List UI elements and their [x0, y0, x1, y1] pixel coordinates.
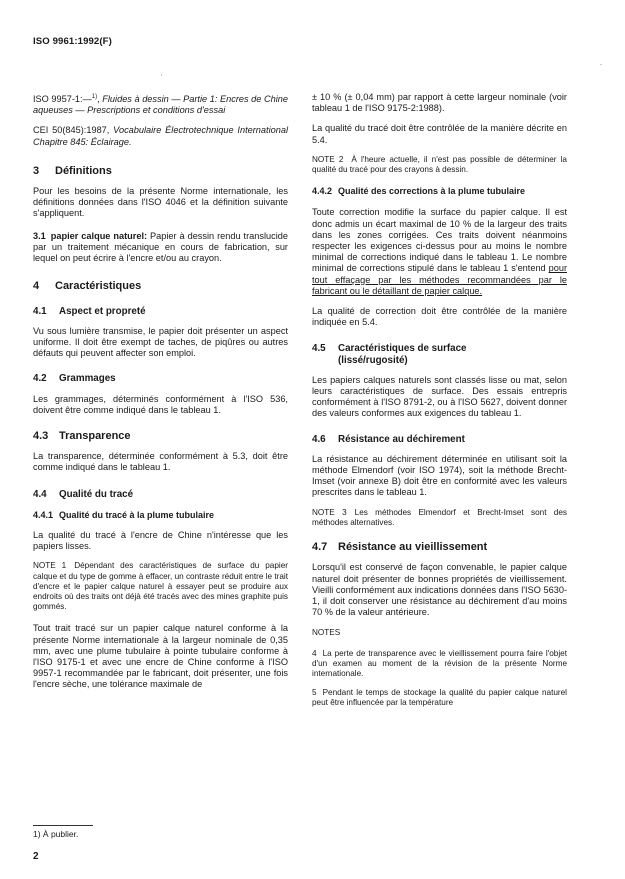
note-5: 5 Pendant le temps de stockage la qualité du papier calque naturel peut être influencée par la température [312, 688, 567, 708]
reference-iso-9957-1: ISO 9957-1:—$^{1)}$, Fluides à dessin — Partie 1: Encres de Chine aqueuses — Prescriptions et conditions d'essai [33, 94, 289, 116]
section-3-text: Pour les besoins de la présente Norme internationale, les définitions données dans l'ISO 4046 et la définition suivante s'appliquent. [33, 186, 288, 219]
note-3: NOTE 3 Les méthodes Elmendorf et Brecht-Imset sont des méthodes alternatives. [312, 507, 567, 527]
footnote-rule [33, 825, 93, 826]
definition-3-1: 3.1 papier calque naturel: Papier à dessin rendu translucide par un traitement mécanique en cours de fabrication, sur lequel on peut écrire à l'encre et/ou au crayon. [33, 230, 288, 264]
section-4-4-2-heading: 4.4.2 Qualité des corrections à la plume tubulaire [312, 186, 526, 197]
note-2: NOTE 2 À l'heure actuelle, il n'est pas possible de déterminer la qualité du tracé pour des crayons à dessin. [312, 154, 567, 175]
tolerance-text: ± 10 % (± 0,04 mm) par rapport à cette largeur nominale (voir tableau 1 de l'ISO 9175-2:1988). [312, 92, 567, 114]
note-4: 4 La perte de transparence avec le vieillissement pourra faire l'objet d'un examen au moment de la révision de la présente Norme internationale. [312, 648, 567, 678]
section-4-4-1-text: La qualité du tracé à l'encre de Chine n'intéresse que les papiers lisses. [33, 529, 288, 552]
section-4-4-heading: 4.4 Qualité du tracé [33, 488, 134, 500]
section-4-3-heading: 4.3 Transparence [33, 429, 131, 442]
section-4-7-heading: 4.7 Résistance au vieillissement [312, 541, 488, 554]
section-4-5-heading: 4.5 Caractéristiques de surface (lissé/rugosité) [312, 343, 467, 366]
section-4-4-2-text: Toute correction modifie la surface du papier calque. Il est donc admis un écart maximal de 10 % de la largeur des traits dans les zones corrigées. Ces traits doivent néanmoins respecter les exigences ci-dessus pour au moins le nombre minimal de corrections indiqué dans le tableau 1. Le nombre minimal de corrections stipulé dans le tableau 1 s'entend pour tout effaçage par les méthodes recommandées par le fabricant ou le détaillant de papier calque. [312, 207, 567, 296]
section-4-4-1-text-2: Tout trait tracé sur un papier calque naturel conforme à la présente Norme internationale à la largeur nominale de 0,35 mm, avec une plume tubulaire à pointe tubulaire conforme à l'ISO 9175-1 et avec une encre de Chine conforme à l'ISO 9957-1 recommandée par le fabricant, doit présenter, une fois l'encre sèche, une tolérance maximale de [33, 623, 288, 690]
right-column [312, 92, 567, 709]
section-4-2-heading: 4.2 Grammages [33, 373, 116, 385]
section-4-4-1-heading: 4.4.1 Qualité du tracé à la plume tubulaire [33, 509, 215, 520]
scan-mark: ' [161, 74, 163, 81]
scan-mark: - [600, 62, 603, 69]
section-4-heading: 4 Caractéristiques [33, 280, 142, 293]
section-4-1-heading: 4.1 Aspect et propreté [33, 305, 146, 317]
section-4-3-text: La transparence, déterminée conformément à 5.3, doit être comme indiqué dans le tableau 1. [33, 451, 288, 473]
reference-cei-50: CEI 50(845):1987, Vocabulaire Électrotechnique International Chapitre 845: Éclairage. [33, 125, 288, 147]
section-4-6-heading: 4.6 Résistance au déchirement [312, 433, 465, 445]
section-4-7-text: Lorsqu'il est conservé de façon convenable, le papier calque naturel doit présenter de bonnes propriétés de vieillissement. Vieilli conformément aux indications données dans l'ISO 5630-1, il doit conserver une résistance au déchirement d'au moins 70 % de la valeur antérieure. [312, 562, 567, 618]
section-4-2-text: Les grammages, déterminés conformément à l'ISO 536, doivent être comme indiqué dans le tableau 1. [33, 393, 288, 415]
section-4-5-text: Les papiers calques naturels sont classés lisse ou mat, selon leurs caractéristiques de surface. Des essais entrepris conformément à l'ISO 8791-2, ou à l'ISO 5627, doivent donner des valeurs conformes aux exigences du tableau 1. [312, 374, 567, 419]
page-number: 2 [33, 851, 39, 862]
section-3-heading: 3 Définitions [33, 164, 112, 177]
trace-quality-control-text: La qualité du tracé doit être contrôlée de la manière décrite en 5.4. [312, 123, 567, 145]
section-4-4-2-text-2: La qualité de correction doit être contrôlée de la manière indiquée en 5.4. [312, 306, 567, 328]
section-4-6-text: La résistance au déchirement déterminée en utilisant soit la méthode Elmendorf (voir ISO 1974), soit la méthode Brecht-Imset (voir annexe B) doit être en conformité avec les valeurs prescrites dans le tableau 1. [312, 453, 567, 498]
document-header: ISO 9961:1992(F) [33, 36, 112, 47]
notes-heading: NOTES [312, 628, 341, 638]
footnote: 1) À publier. [33, 829, 79, 839]
left-column [33, 92, 288, 691]
section-4-1-text: Vu sous lumière transmise, le papier doit présenter un aspect uniforme. Il doit être exempt de taches, de piqûres ou autres défauts qui peuvent affecter son emploi. [33, 325, 288, 359]
note-1: NOTE 1 Dépendant des caractéristiques de surface du papier calque et du type de gomme à effacer, un contraste réduit entre le trait d'encre et le papier calque naturel à essayer peut se produire aux endroits où des traits ont déjà été tracés avec des mines graphite puis gommés. [33, 561, 288, 612]
